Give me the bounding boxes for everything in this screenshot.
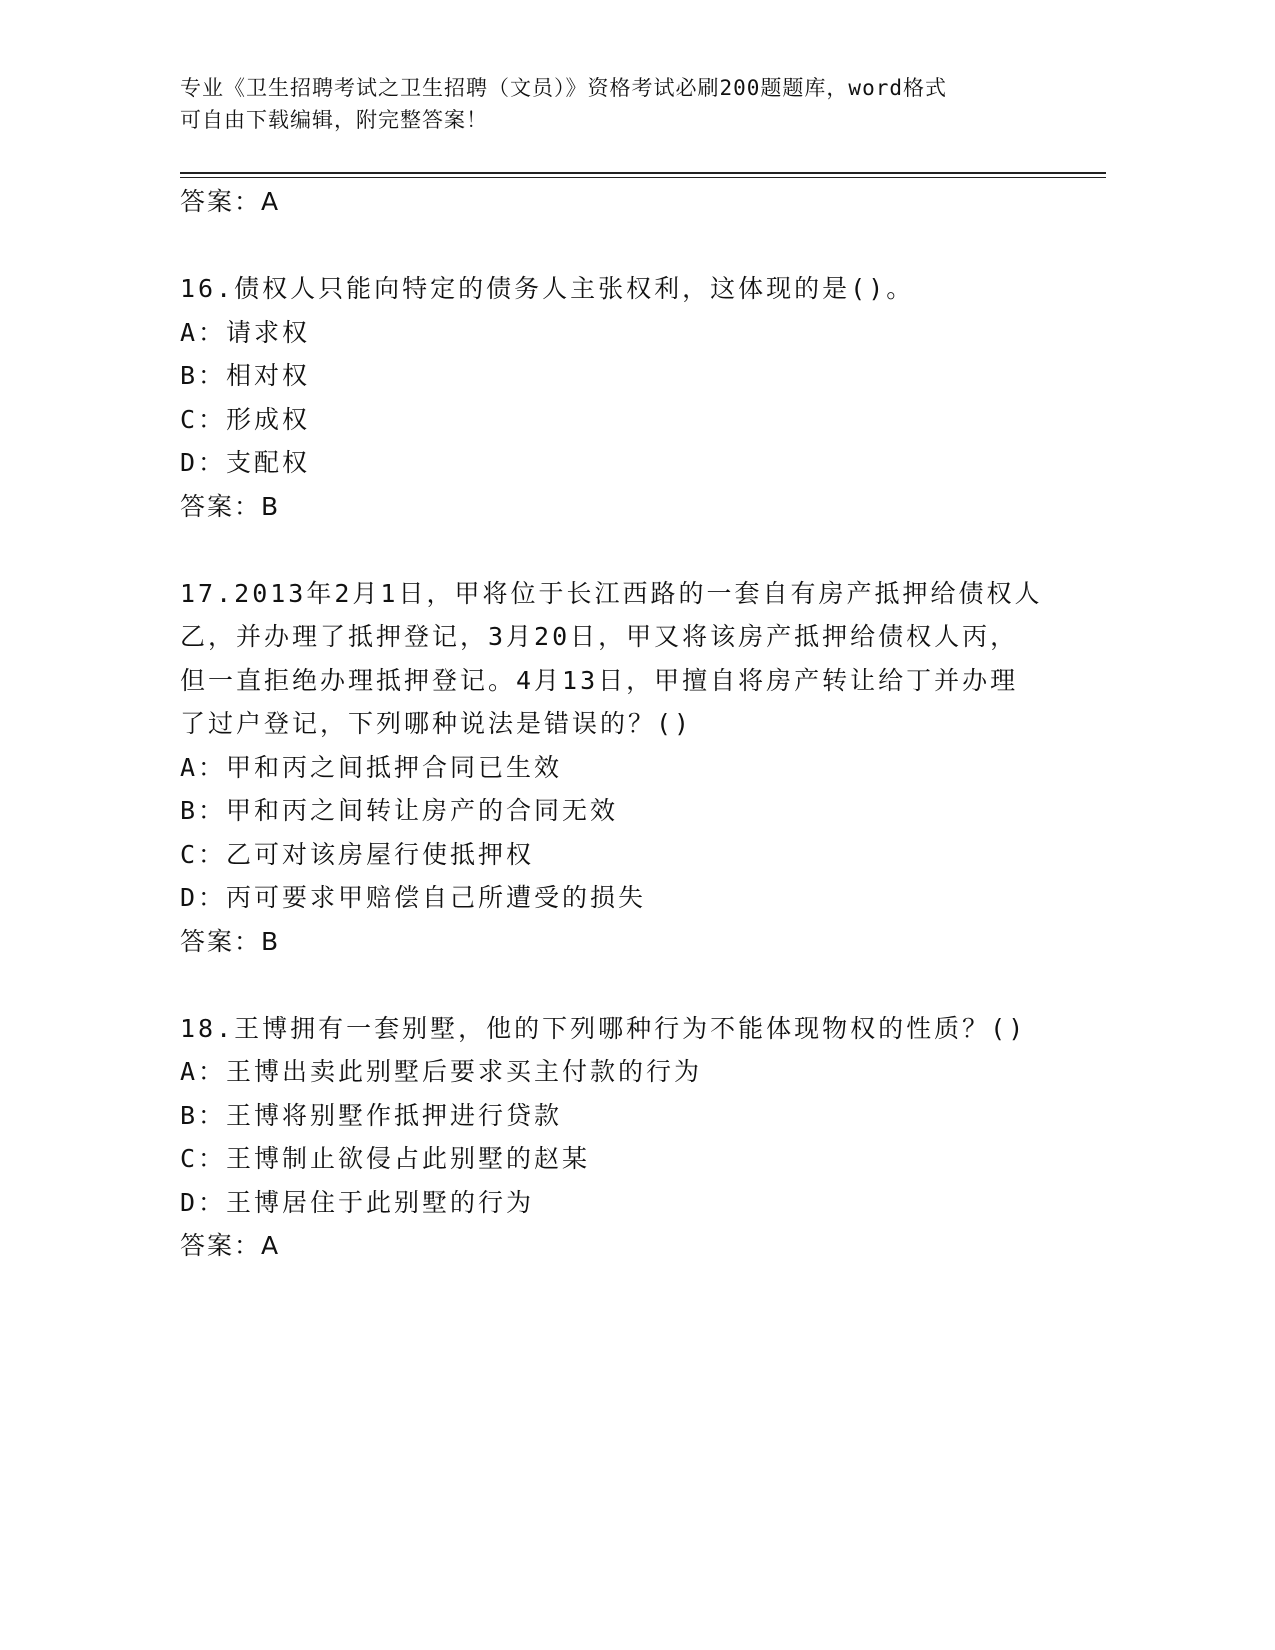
question-list <box>180 180 1080 1268</box>
question-text: 乙，并办理了抵押登记，3月20日，甲又将该房产抵押给债权人丙， <box>180 622 1019 651</box>
answer-line: 答案：B <box>180 926 281 956</box>
header-line-2: 可自由下载编辑，附完整答案！ <box>180 108 488 132</box>
option-d: D：王博居住于此别墅的行为 <box>180 1187 535 1217</box>
question-block-18 <box>180 1007 1080 1268</box>
question-text: 16.债权人只能向特定的债务人主张权利，这体现的是()。 <box>180 274 915 303</box>
document-header <box>180 72 1040 136</box>
header-divider-thin <box>180 177 1106 178</box>
option-d: D：支配权 <box>180 448 311 477</box>
option-a: A：王博出卖此别墅后要求买主付款的行为 <box>180 1057 703 1086</box>
header-divider-thick <box>180 172 1106 174</box>
spacer <box>180 224 1080 268</box>
option-a: A：甲和丙之间抵押合同已生效 <box>180 752 563 782</box>
question-text: 但一直拒绝办理抵押登记。4月13日，甲擅自将房产转让给丁并办理 <box>180 665 1019 695</box>
option-c: C：王博制止欲侵占此别墅的赵某 <box>180 1144 591 1173</box>
option-b: B：王博将别墅作抵押进行贷款 <box>180 1100 563 1130</box>
spacer <box>180 963 1080 1007</box>
option-d: D：丙可要求甲赔偿自己所遭受的损失 <box>180 883 647 912</box>
answer-line: 答案：B <box>180 491 281 521</box>
option-c: C：形成权 <box>180 404 311 434</box>
question-block-16 <box>180 267 1080 528</box>
question-block-17 <box>180 572 1080 964</box>
question-text: 18.王博拥有一套别墅，他的下列哪种行为不能体现物权的性质？() <box>180 1013 1027 1043</box>
previous-answer: 答案：A <box>180 187 281 216</box>
option-b: B：甲和丙之间转让房产的合同无效 <box>180 796 619 825</box>
spacer <box>180 528 1080 572</box>
question-text: 了过户登记，下列哪种说法是错误的？() <box>180 709 693 738</box>
option-c: C：乙可对该房屋行使抵押权 <box>180 839 535 869</box>
question-text: 17.2013年2月1日，甲将位于长江西路的一套自有房产抵押给债权人 <box>180 578 1043 608</box>
answer-line: 答案：A <box>180 1231 281 1260</box>
option-b: B：相对权 <box>180 361 311 390</box>
option-a: A：请求权 <box>180 317 311 347</box>
header-line-1: 专业《卫生招聘考试之卫生招聘（文员）》资格考试必刷200题题库，word格式 <box>180 76 947 100</box>
